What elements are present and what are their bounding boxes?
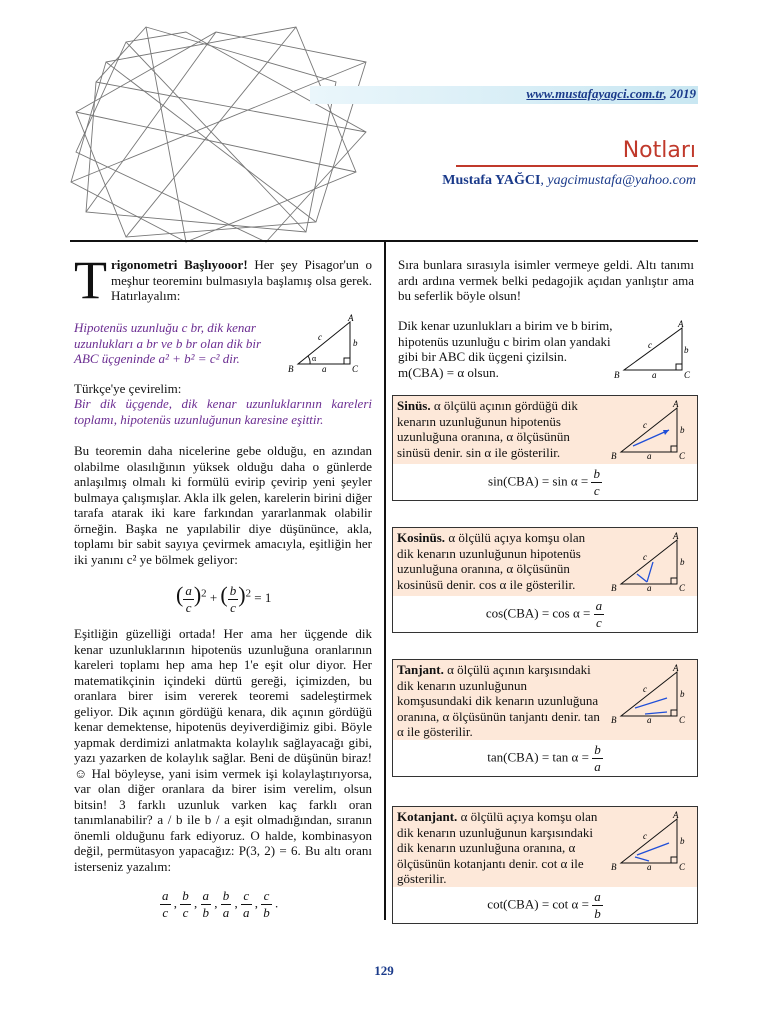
svg-text:c: c xyxy=(643,684,647,694)
tanjant-triangle xyxy=(609,664,693,726)
svg-text:a: a xyxy=(652,370,657,380)
svg-text:b: b xyxy=(680,689,685,699)
label-C: C xyxy=(352,364,359,374)
sinus-triangle xyxy=(609,400,693,460)
svg-text:b: b xyxy=(680,425,685,435)
svg-text:b: b xyxy=(680,836,685,846)
page-number: 129 xyxy=(374,963,394,978)
header-url-bar xyxy=(310,86,698,104)
svg-text:c: c xyxy=(643,552,647,562)
right-paragraph-2: Dik kenar uzunlukları a birim ve b birim, hipotenüs uzunluğu c birim olan yandaki gibi bir ABC dik üçgeni çizilsin. m(CBA) = α olsun. xyxy=(398,318,613,380)
intro-text: Her şey Pisagor'un o meşhur teoreminı bulmasıyla başlamış olsa gerek. Hatırlayalım: xyxy=(111,257,372,303)
author-name: Mustafa YAĞCI xyxy=(442,173,541,188)
svg-text:a: a xyxy=(647,451,652,460)
label-A: A xyxy=(348,314,354,323)
cosinus-triangle xyxy=(609,532,693,592)
tanjant-box xyxy=(392,659,698,777)
kotanjant-triangle xyxy=(609,811,693,873)
ratio-list: $\frac{a}{c}$ , $\frac{b}{c}$ , $\frac{a}{b}$ , $\frac{b}{a}$ , $\frac{c}{a}$ , $\frac{c}{b}$ . xyxy=(162,888,279,920)
cosinus-formula: cos(CBA) = cos α = $\frac{a}{c}$ xyxy=(485,598,603,630)
kotanjant-text: α ölçülü açıya komşu olan dik kenarın uzunluğunun karşısındaki dik kenarın uzunluğuna oranına, α ölçüsünün kotanjantı denir. cot α ile gösterilir. xyxy=(397,809,598,886)
label-c: c xyxy=(318,332,322,342)
title-divider xyxy=(456,165,698,167)
svg-text:C: C xyxy=(679,583,686,592)
sinus-formula: sin(CBA) = sin α = $\frac{b}{c}$ xyxy=(488,466,600,498)
intro-paragraph xyxy=(74,250,372,310)
svg-text:B: B xyxy=(614,370,620,380)
svg-text:B: B xyxy=(611,862,617,872)
svg-text:c: c xyxy=(643,420,647,430)
sinus-title: Sinüs. xyxy=(397,398,431,413)
svg-text:c: c xyxy=(643,831,647,841)
svg-text:A: A xyxy=(673,400,679,409)
header-year: , 2019 xyxy=(663,86,696,101)
identity-equation: ( $\frac{a}{c}$ )$^2$ + ( $\frac{b}{c}$ )$^2$ = 1 xyxy=(176,582,272,615)
svg-text:B: B xyxy=(611,715,617,725)
label-a: a xyxy=(322,364,327,374)
triangle-figure-2 xyxy=(612,320,698,380)
kotanjant-formula: cot(CBA) = cot α = $\frac{a}{b}$ xyxy=(487,889,601,921)
svg-text:a: a xyxy=(647,862,652,872)
paragraph-1: Bu teoremin daha nicelerine gebe olduğu, en azından olabilme olasılığının yüksek olduğu daha o günlerde anlaşılmış olmalı ki formülü evirip çevirip yeni şeyler bulmaya çalışmışlar. Akla ilk gelen, karelerin birini diğer tarafa atarak iki kare farkından yararlanmak olabilir örneğin. Başka ne yapılabilir diye düşününce, akla, toplamı bir sabit sayıya çevirmek amacıyla, eşitliğin her iki yanını c² ye bölmek geliyor: xyxy=(74,443,372,567)
kotanjant-box xyxy=(392,806,698,924)
svg-text:B: B xyxy=(611,451,617,460)
svg-text:A: A xyxy=(678,320,684,329)
svg-text:a: a xyxy=(647,583,652,592)
paragraph-2: Eşitliğin güzelliği ortada! Her ama her üçgende dik kenar uzunluklarının hipotenüs uzunluğuna oranlarının kareleri toplamı hep ama hep 1'e eşit olur diyor. Her matematikçinin içindeki dürtü gereği, içimizden, bu oranlara birer isim vererek teoremi sadeleştirmek geliyor. Dik açının gördüğü kenara, dik açının gördüğü kenar demektense, hipotenüs deyiverdiğimiz gibi. Böyle yapmak derdimizi anlatmakta kolaylık sağlayacağı gibi, yazı yazarken de kolaylık sağlar. Beni de düşünün biraz! ☺ Hal böyleyse, yani isim vermek işi kolaylaştırıyorsa, var olan diğer oranlara da birer isim verelim, olsun bitsin! 3 farklı uzunluk varken kaç farklı oran tanımlanabilir? a / b ile b / a eşit olmadığından, sıranın önemli olduğunu fark ediyoruz. O halde, kombinasyon değil, permütasyon yapacağız: P(3, 2) = 6. Bu altı oranı isterseniz yazalım: xyxy=(74,626,372,874)
translate-text: Bir dik üçgende, dik kenar uzunluklarının kareleri toplamı, hipotenüs uzunluğunun karesine eşittir. xyxy=(74,396,372,427)
svg-text:C: C xyxy=(679,451,686,460)
column-divider xyxy=(384,240,386,920)
page-title: Notları xyxy=(622,138,696,163)
drop-cap: T xyxy=(74,250,107,310)
tanjant-text: α ölçülü açının karşısındaki dik kenarın uzunluğunun komşusundaki dik kenarın uzunluğuna oranına, α ölçüsünün tanjantı denir. tan α ile gösterilir. xyxy=(397,662,600,739)
label-alpha: α xyxy=(312,354,317,363)
translate-label: Türkçe'ye çevirelim: xyxy=(74,381,182,396)
author-email: , yagcimustafa@yahoo.com xyxy=(540,173,696,188)
cosinus-text: α ölçülü açıya komşu olan dik kenarın uzunluğunun hipotenüs uzunluğuna oranına, α ölçüsünün kosinüsü denir. cos α ile gösterilir. xyxy=(397,530,586,592)
svg-text:A: A xyxy=(673,811,679,820)
svg-text:C: C xyxy=(679,715,686,725)
svg-text:b: b xyxy=(684,345,689,355)
theorem-text: Hipotenüs uzunluğu c br, dik kenar uzunlukları a br ve b br olan dik bir ABC üçgeninde a² + b² = c² dir. xyxy=(74,320,262,366)
svg-text:a: a xyxy=(647,715,652,725)
website-link[interactable]: www.mustafayagci.com.tr xyxy=(526,86,664,101)
kotanjant-title: Kotanjant. xyxy=(397,809,458,824)
svg-text:A: A xyxy=(673,532,679,541)
author-line xyxy=(442,173,696,189)
triangle-figure-1 xyxy=(284,314,380,376)
right-paragraph-1: Sıra bunlara sırasıyla isimler vermeye geldi. Altı tanımı ardı ardına vermek belki pedagojik açıdan yanlıştır ama bu seferlik böyle olsun! xyxy=(398,257,694,303)
svg-text:b: b xyxy=(680,557,685,567)
intro-heading: rigonometri Başlıyooor! xyxy=(111,257,248,272)
svg-text:C: C xyxy=(684,370,691,380)
tanjant-formula: tan(CBA) = tan α = $\frac{b}{a}$ xyxy=(487,742,601,774)
tanjant-title: Tanjant. xyxy=(397,662,444,677)
cosinus-title: Kosinüs. xyxy=(397,530,446,545)
sinus-box xyxy=(392,395,698,501)
label-b: b xyxy=(353,338,358,348)
sinus-text: α ölçülü açının gördüğü dik kenarın uzunluğunun hipotenüs uzunluğuna oranına, α ölçüsünün sinüsü denir. sin α ile gösterilir. xyxy=(397,398,578,460)
svg-text:C: C xyxy=(679,862,686,872)
svg-text:B: B xyxy=(611,583,617,592)
label-B: B xyxy=(288,364,294,374)
svg-text:A: A xyxy=(673,664,679,673)
logo-geometric-figure xyxy=(66,22,376,244)
cosinus-box xyxy=(392,527,698,633)
svg-text:c: c xyxy=(648,340,652,350)
